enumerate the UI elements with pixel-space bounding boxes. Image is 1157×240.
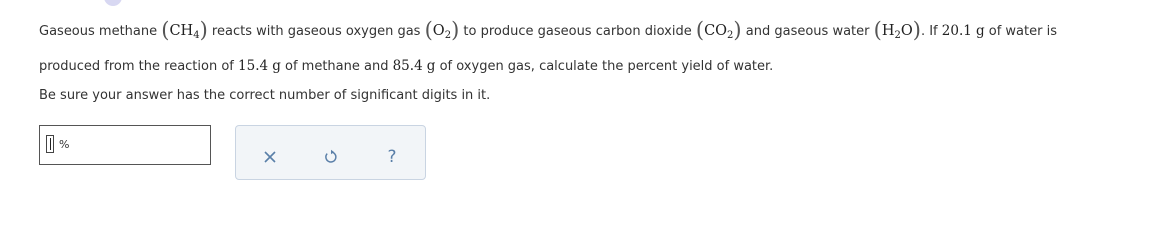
instruction-text: Be sure your answer has the correct number of significant digits in it. [39, 88, 491, 103]
methane-mass-value: 15.4 [238, 58, 269, 74]
question-text-segment: of water is [984, 24, 1057, 39]
oxygen-mass-value: 85.4 [392, 58, 423, 74]
answer-input[interactable] [39, 125, 211, 165]
answer-tools-panel [235, 125, 426, 180]
chem-formula-methane: $(CH_4)$ [161, 18, 208, 42]
unit-grams: g [975, 23, 985, 39]
question-text-segment: produced from the reaction of [39, 59, 239, 74]
water-mass-value: 20.1 [941, 23, 972, 39]
percent-unit-label: % [59, 138, 70, 151]
chem-formula-oxygen: $(O_2)$ [424, 18, 460, 42]
answer-value-field[interactable] [46, 135, 54, 153]
question-text [39, 12, 1149, 85]
question-text-segment: to produce gaseous carbon dioxide [463, 24, 696, 39]
unit-grams: g [426, 58, 436, 74]
question-line-2 [39, 48, 1149, 85]
chem-formula-carbon-dioxide: $(CO_2)$ [695, 18, 742, 42]
undo-button[interactable] [320, 146, 342, 168]
question-text-segment: of oxygen gas, calculate the percent yield of water. [435, 59, 774, 74]
question-text-segment: and gaseous water [745, 24, 874, 39]
unit-grams: g [272, 58, 281, 74]
x-icon [263, 150, 277, 164]
question-text-segment: of methane and [280, 59, 393, 74]
help-button[interactable]: ? [387, 147, 397, 167]
chem-formula-water: $(H_2O)$ [873, 18, 921, 42]
question-text-segment: . If [920, 24, 942, 39]
scroll-indicator [104, 0, 122, 6]
question-text-segment: Gaseous methane [39, 24, 162, 39]
undo-icon [323, 149, 339, 165]
question-text-segment: reacts with gaseous oxygen gas [211, 24, 425, 39]
clear-button[interactable] [259, 146, 281, 168]
